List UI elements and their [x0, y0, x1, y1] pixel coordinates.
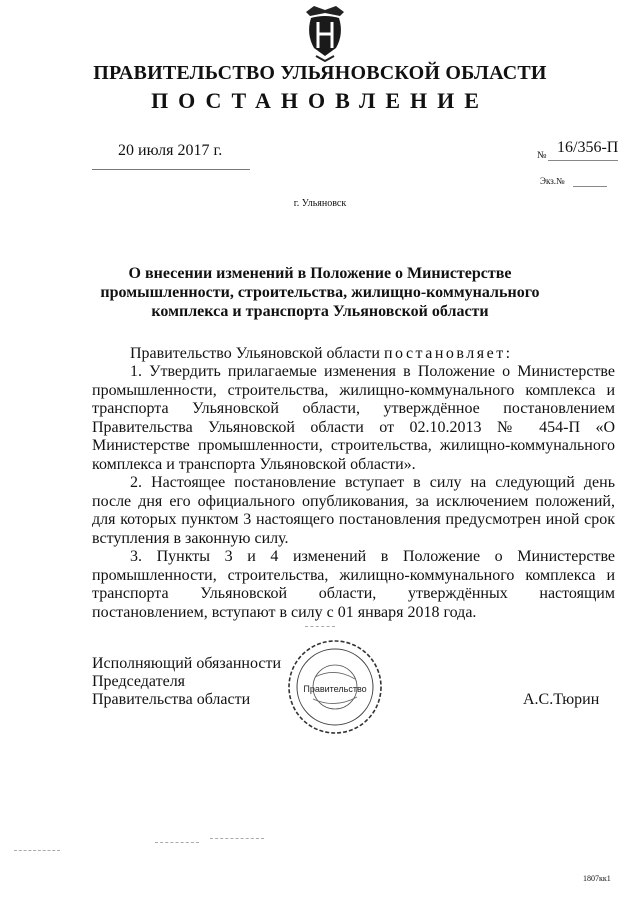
- date-underline: [92, 169, 250, 170]
- document-date: 20 июля 2017 г.: [118, 142, 223, 159]
- preamble-verb: постановляет:: [383, 345, 513, 362]
- preamble-prefix: Правительство Ульяновской области: [130, 345, 380, 362]
- paragraph-3: 3. Пункты 3 и 4 изменений в Положение о Министерстве промышленности, строительства, жилищно-коммунального комплекса и транспорта Ульяновской области, утверждённых настоящим постановлением, вступают в силу с 01 января 2018 года.: [92, 548, 615, 621]
- scan-mark: [305, 626, 335, 627]
- preamble: [130, 345, 513, 363]
- city: г. Ульяновск: [293, 198, 347, 209]
- document-body: [92, 363, 615, 622]
- position-line-1: Исполняющий обязанности: [92, 655, 282, 672]
- number-underline: [548, 160, 618, 161]
- position-line-2: Председателя: [92, 673, 186, 690]
- organization-title: ПРАВИТЕЛЬСТВО УЛЬЯНОВСКОЙ ОБЛАСТИ: [93, 62, 547, 84]
- coat-of-arms-icon: [302, 4, 348, 62]
- document-heading: О внесении изменений в Положение о Министерстве промышленности, строительства, жилищно-коммунального комплекса и транспорта Ульяновской области: [100, 265, 540, 320]
- paragraph-1: 1. Утвердить прилагаемые изменения в Положение о Министерстве промышленности, строительства, жилищно-коммунального комплекса и транспорта Ульяновской области, утверждённое постановлением Правительства Ульяновской области от 02.10.2013 № 454-П «О Министерстве промышленности, строительства, жилищно-коммунального комплекса и транспорта Ульяновской области».: [92, 363, 615, 473]
- paragraph-2: 2. Настоящее постановление вступает в силу на следующий день после дня его официального опубликования, за исключением положений, для которых пунктом 3 настоящего постановления предусмотрен иной срок вступления в законную силу.: [92, 474, 615, 547]
- footer-code: 1807кк1: [583, 874, 611, 883]
- scan-mark: [210, 838, 264, 839]
- copy-underline: [573, 186, 607, 187]
- number-label: №: [537, 150, 547, 161]
- position-line-3: Правительства области: [92, 691, 251, 708]
- scan-mark: [14, 850, 60, 851]
- document-number: 16/356-П: [557, 139, 619, 156]
- stamp-text: Правительство: [303, 684, 367, 694]
- document-type: ПОСТАНОВЛЕНИЕ: [151, 88, 489, 113]
- copy-label: Экз.№: [540, 176, 565, 186]
- signer-name: А.С.Тюрин: [523, 691, 600, 708]
- scan-mark: [155, 842, 199, 843]
- signatory-position: [92, 655, 281, 709]
- official-stamp: [285, 637, 385, 737]
